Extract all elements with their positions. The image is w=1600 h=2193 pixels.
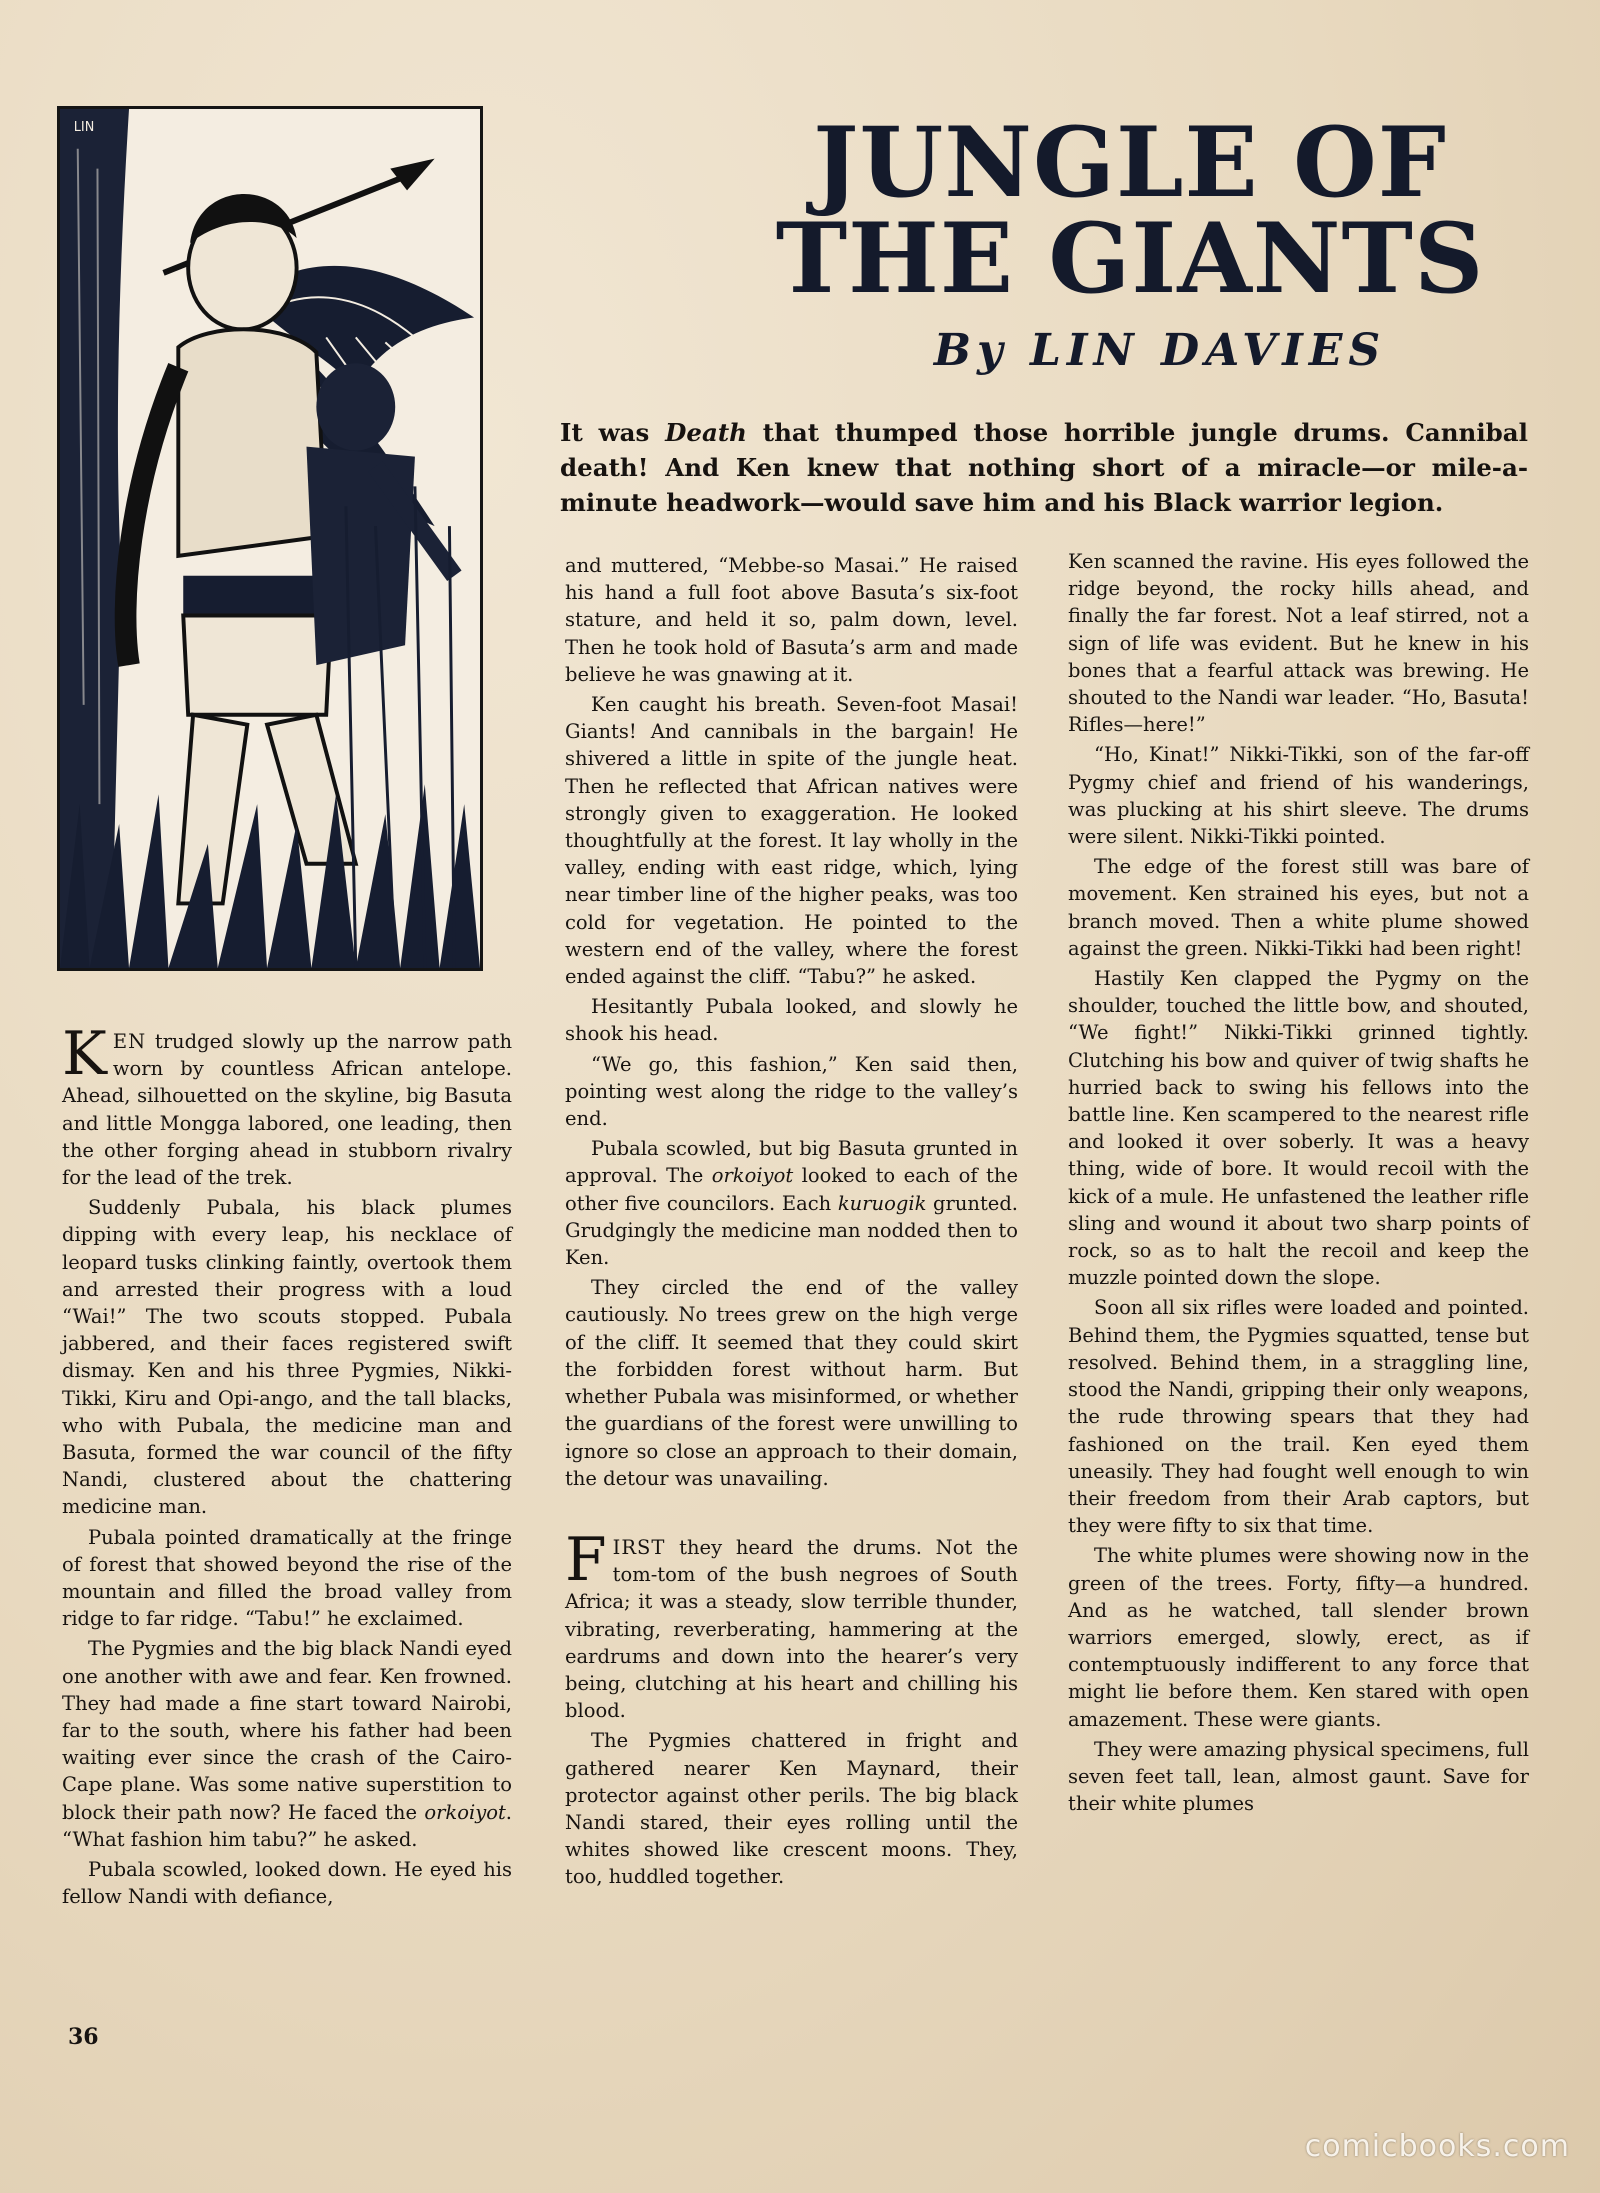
story-illustration [57,106,483,971]
paragraph: The edge of the forest still was bare of movement. Ken strained his eyes, but not a branch moved. Then a white plume showed against the green. Nikki-Tikki had been right! [1068,855,1529,960]
page-number: 36 [68,2024,99,2050]
paragraph: “We go, this fashion,” Ken said then, pointing west along the ridge to the valley’s end. [565,1052,1018,1131]
paragraph-text: trudged slowly up the narrow path worn by countless African antelope. Ahead, silhouetted on the skyline, big Basuta and little Mongga labored, one leading, then the other forging ahead in stubborn rivalry for the lead of the trek. [62,1030,512,1190]
paragraph-text: looked to each of the other five councilors. Each [565,1164,1018,1215]
small-caps: EN [112,1030,147,1053]
paragraph-text: grunted. Grudgingly the medicine man nodded then to Ken. [565,1191,1018,1270]
artist-signature: LIN [73,119,95,135]
paragraph: Ken caught his breath. Seven-foot Masai! Giants! And cannibals in the bargain! He shivered a little in spite of the jungle heat. Then he reflected that African natives were strongly given to exaggeration. He looked thoughtfully at the forest. It lay wholly in the valley, ending with east ridge, which, lying near timber line of the higher peaks, was too cold for vegetation. He pointed to the western end of the valley, where the forest ended against the cliff. “Tabu?” he asked. [565,693,1018,989]
story-title: JUNGLE OF THE GIANTS [775,106,1485,315]
paragraph: Suddenly Pubala, his black plumes dipping with every leap, his necklace of leopard tusks clinking faintly, overtook them and arrested their progress with a loud “Wai!” The two scouts stopped. Pubala jabbered, and their faces registered swift dismay. Ken and his three Pygmies, Nikki-Tikki, Kiru and Opi-ango, and the tall blacks, who with Pubala, the medicine man and Basuta, formed the war council of the fifty Nandi, clustered about the chattering medicine man. [62,1196,512,1519]
text-column-2 [565,552,1018,1894]
paragraph [565,1135,1018,1271]
paragraph: and muttered, “Mebbe-so Masai.” He raised his hand a full foot above Basuta’s six-foot stature, and held it so, palm down, level. Then he took hold of Basuta’s arm and made believe he was gnawing at it. [565,554,1018,686]
byline-author: LIN DAVIES [1029,325,1387,376]
paragraph: Pubala scowled, looked down. He eyed his fellow Nandi with defiance, [62,1858,512,1909]
paragraph: They were amazing physical specimens, full seven feet tall, lean, almost gaunt. Save for their white plumes [1068,1737,1529,1816]
small-caps: IRST [612,1535,666,1559]
paragraph: Hastily Ken clapped the Pygmy on the shoulder, touched the little bow, and shouted, “We fight!” Nikki-Tikki grinned tightly. Clutching his bow and quiver of twig shafts he hurried back to swing his fellows into the battle line. Ken scampered to the nearest rifle and looked it over soberly. It was a heavy thing, wide of bore. It would recoil with the kick of a mule. He unfastened the leather rifle sling and wound it about two sharp points of rock, so as to halt the recoil and keep the muzzle pointed down the slope. [1068,967,1529,1290]
paragraph: Hesitantly Pubala looked, and slowly he shook his head. [565,995,1018,1046]
deck-emphasis: Death [665,418,747,447]
paragraph: Ken scanned the ravine. His eyes followed the ridge beyond, the rocky hills ahead, and finally the far forest. Not a leaf stirred, not a sign of life was evident. But he knew in his bones that a fearful attack was brewing. He shouted to the Nandi war leader. “Ho, Basuta! Rifles—here!” [1068,550,1529,737]
text-column-3 [1068,548,1529,1820]
emphasis: orkoiyot [424,1800,506,1824]
paragraph-text: . “What fashion him tabu?” he asked. [62,1800,512,1851]
text-column-1 [62,1019,512,1914]
paragraph: “Ho, Kinat!” Nikki-Tikki, son of the far-off Pygmy chief and friend of his wanderings, was plucking at his shirt sleeve. The drums were silent. Nikki-Tikki pointed. [1068,743,1529,849]
deck-text-2: that thumped those horrible jungle drums. Cannibal death! And Ken knew that nothing short of a miracle—or mile-a-minute headwork—would save him and his Black warrior legion. [560,418,1528,517]
paragraph: The Pygmies chattered in fright and gathered nearer Ken Maynard, their protector against other perils. The big black Nandi stared, their eyes rolling until the whites showed like crescent moons. They, too, huddled together. [565,1729,1018,1889]
drop-cap: K [62,1019,107,1089]
byline [880,325,1440,376]
paragraph-text: The Pygmies and the big black Nandi eyed one another with awe and fear. Ken frowned. They had made a fine start toward Nairobi, far to the south, where his father had been waiting ever since the crash of the Cairo-Cape plane. Was some native superstition to block their path now? He faced the [62,1637,512,1824]
paragraph-text: they heard the drums. Not the tom-tom of the bush negroes of South Africa; it was a steady, slow terrible thunder, vibrating, reverberating, hammering at the eardrums and down into the hearer’s very being, clutching at his heart and chilling his blood. [565,1535,1018,1723]
paragraph: The white plumes were showing now in the green of the trees. Forty, fifty—a hundred. And as he watched, tall slender brown warriors emerged, slowly, erect, as if contemptuously indifferent to any force that might lie before them. Ken stared with open amazement. These were giants. [1068,1544,1529,1731]
emphasis: orkoiyot [711,1164,794,1188]
paragraph [62,1635,512,1853]
watermark: comicbooks.com [1304,2129,1570,2164]
deck-text-1: It was [560,418,666,447]
paragraph-text: Pubala scowled, but big Basuta grunted in approval. The [565,1137,1018,1188]
paragraph [62,1019,512,1191]
jungle-warriors-drawing [60,109,480,968]
paragraph: They circled the end of the valley cautiously. No trees grew on the high verge of the cliff. It seemed that they could skirt the forbidden forest without harm. But whether Pubala was misinformed, or whether the guardians of the forest were unwilling to ignore so close an approach to their domain, the detour was unavailing. [565,1276,1018,1490]
paragraph: Pubala pointed dramatically at the fringe of forest that showed beyond the rise of the mountain and filled the broad valley from ridge to far ridge. “Tabu!” he exclaimed. [62,1525,512,1631]
emphasis: kuruogik [837,1191,927,1215]
drop-cap: F [565,1524,607,1595]
paragraph [565,1524,1018,1724]
story-deck [560,415,1528,520]
paragraph: Soon all six rifles were loaded and pointed. Behind them, the Pygmies squatted, tense but resolved. Behind them, in a straggling line, stood the Nandi, gripping their only weapons, the rude throwing spears that they had fashioned on the trail. Ken eyed them uneasily. They had fought well enough to win their freedom from their Arab captors, but they were fifty to six that time. [1068,1296,1529,1538]
byline-prefix: By [933,325,1009,376]
